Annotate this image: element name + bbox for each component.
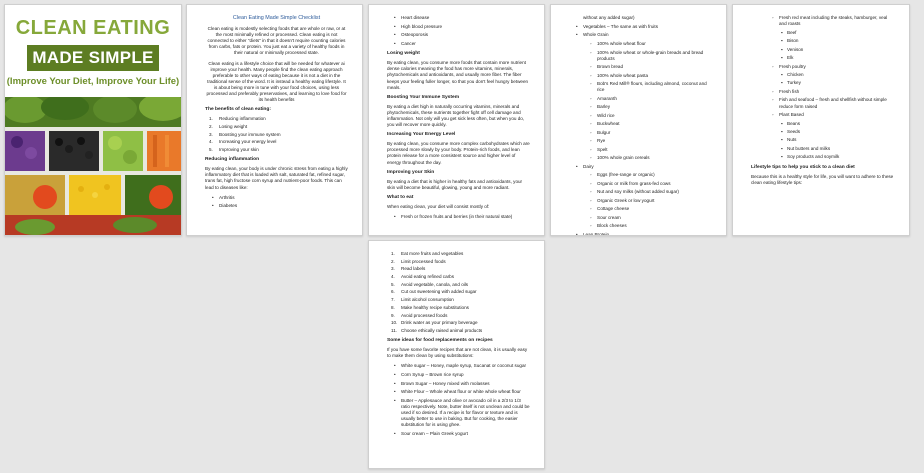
list-item: ◦ Fish and seafood – fresh and shellfish without simple reduce form raised [751, 97, 895, 109]
list-item: ◦ Block cheeses [569, 223, 712, 229]
list-item: ▪ Soy products and soymilk [751, 154, 895, 160]
dairy-label-list [569, 164, 712, 170]
what-to-eat-text: When eating clean, your diet will consist mostly of: [387, 204, 490, 210]
list-item: • Osteoporosis [387, 32, 530, 38]
list-item: • Corn Syrup – Brown rice syrup [387, 372, 530, 378]
energy-heading: Increasing Your Energy Level [387, 132, 456, 138]
list-item: 6. Cut out sweetening with added sugar [391, 289, 477, 295]
list-item: ▪ Bison [751, 38, 895, 44]
checklist-title: Clean Eating Made Simple Checklist [232, 15, 321, 21]
losing-weight-heading: Losing weight [387, 51, 420, 57]
intro-paragraph-1: Clean eating is modestly selecting foods that are whole or raw, or at the most minimally refined or processed. Clean eating is not connected to either "diets" in that it doesn't require counting calories from carbs, fats or protein. You just eat a variety of healthy foods in their natural or minimally processed state. [207, 26, 346, 56]
list-item: ◦ 100% whole wheat or whole-grain breads and bread products [569, 50, 712, 62]
list-item: 7. Limit alcohol consumption [391, 297, 454, 303]
dairy-list [569, 172, 712, 229]
meat-intro-list [751, 15, 895, 27]
list-item: ◦ 100% whole wheat flour [569, 41, 712, 47]
list-item: 9. Avoid processed foods [391, 312, 448, 318]
skin-text: By eating a diet that is higher in healthy fats and antioxidants, your skin will become beautiful, glowing, young and more radiant. [387, 178, 523, 190]
page-2[interactable] [186, 4, 363, 236]
swap-text: If you have some favorite recipes that are not clean, it is usually easy to make them clean by using substitutions: [387, 347, 528, 359]
list-item: ◦ Fresh poultry [751, 64, 895, 70]
what-to-eat-list [387, 214, 530, 220]
poultry-intro-list [751, 64, 895, 70]
list-item: ▪ Beef [751, 30, 895, 36]
immune-heading: Boosting Your Immune System [387, 94, 460, 100]
list-item: ▪ Seeds [751, 129, 895, 135]
tips-list [387, 251, 530, 334]
lifestyle-heading: Lifestyle tips to help you stick to a clean diet [751, 164, 855, 170]
meat-list [751, 30, 895, 62]
list-item: ◦ 100% whole wheat pasta [569, 73, 712, 79]
cover-title: CLEAN EATING [15, 17, 171, 39]
list-item: 2. Limit processed foods [391, 258, 446, 264]
cover-subtitle: (Improve Your Diet, Improve Your Life) [6, 76, 180, 87]
list-item: ◦ Nut and soy milks (without added sugar) [569, 189, 712, 195]
list-item: 5. Improving your skin [209, 147, 259, 153]
poultry-list [751, 72, 895, 87]
list-item: ◦ Bob's Red Mill® flours, including almond, coconut and rice [569, 81, 712, 93]
list-item: ◦ Wild rice [569, 113, 712, 119]
list-item: ◦ Fresh fish [751, 89, 895, 95]
page-cover[interactable] [4, 4, 182, 236]
list-item: ◦ Fresh red meat including the steaks, hamburger, veal and roasts [751, 15, 895, 27]
list-item: ◦ Rye [569, 138, 712, 144]
list-item: ◦ Buckwheat [569, 121, 712, 127]
list-item: ◦ Barley [569, 104, 712, 110]
list-item: ◦ Organic or milk from grass-fed cows [569, 181, 712, 187]
list-item: ◦ Spelt [569, 147, 712, 153]
list-item: ◦ Organic Greek or low yogurt [569, 198, 712, 204]
swap-list [387, 363, 530, 437]
continued-line: without any added sugar) [583, 15, 635, 20]
list-item: ◦ Plant Based [751, 112, 895, 118]
list-item: • Lean Protein [569, 232, 712, 236]
list-item: ▪ Nut butters and milks [751, 146, 895, 152]
disease-list [205, 195, 348, 210]
list-item: • Brown Sugar – Honey mixed with molasses [387, 381, 530, 387]
food-list-a [569, 24, 712, 39]
list-item: • Cancer [387, 41, 530, 47]
page-4[interactable] [550, 4, 727, 236]
fish-list [751, 89, 895, 118]
disease-list-continued [387, 15, 530, 47]
list-item: ▪ Venison [751, 47, 895, 53]
list-item: 1. Reducing inflammation [209, 116, 266, 122]
list-item: • Whole Grain [569, 32, 712, 38]
list-item: • White sugar – Honey, maple syrup, Sucanat or coconut sugar [387, 363, 530, 369]
list-item: ◦ 100% whole grain cereals [569, 155, 712, 161]
what-to-eat-heading: What to eat [387, 194, 414, 200]
losing-weight-text: By eating clean, you consume more foods that contain more nutrient dense calories meaning the food has more vitamins, minerals, phytochemicals and antioxidants, and usually more fiber. The fiber keeps your feeling fuller longer, so that you don't feel hungry between meals. [387, 60, 529, 90]
list-item: • Dairy [569, 164, 712, 170]
list-item: ▪ Elk [751, 55, 895, 61]
lifestyle-text: Because this is a healthy style for life, you will want to adhere to these clean eating lifestyle tips: [751, 173, 894, 185]
page-3[interactable] [368, 4, 545, 236]
list-item: ◦ Cottage cheese [569, 206, 712, 212]
list-item: 10. Drink water as your primary beverage [391, 320, 478, 326]
list-item: 3. Boosting your immune system [209, 131, 281, 137]
list-item: • Butter – Applesauce and olive or avocado oil in a 2/3 to 1/3 ratio respectively. Note, butter itself is not unclean and could be used if so desired. If a recipe is for flavor or texture and is usually better to use in baking. But for cooking, the easier substitution for is using ghee. [387, 398, 530, 428]
list-item: ◦ Brown bread [569, 64, 712, 70]
list-item: ▪ Nuts [751, 137, 895, 143]
lean-protein-list [569, 232, 712, 236]
list-item: • Vegetables – The same as with fruits [569, 24, 712, 30]
list-item: 4. Increasing your energy level [209, 139, 277, 145]
list-item: • Arthritis [205, 195, 348, 201]
list-item: 8. Make healthy recipe substitutions [391, 304, 469, 310]
plant-list [751, 121, 895, 161]
page-6[interactable] [368, 240, 545, 469]
list-item: 4. Avoid eating refined carbs [391, 274, 455, 280]
benefits-list [205, 116, 348, 153]
list-item: ◦ Sour cream [569, 215, 712, 221]
list-item: 2. Losing weight [209, 124, 248, 129]
immune-text: By eating a diet high in naturally occurring vitamins, minerals and phytochemicals, these nutrients together fight off cell damage and inflammation. Not only will you get sick less often, but when you do, you will recover more quickly. [387, 103, 525, 128]
list-item: 1. Eat more fruits and vegetables [391, 251, 464, 256]
energy-text: By eating clean, you consume more complex carbohydrates which are processed more slowly by your body. Protein-rich foods, and lean protein release for a more consistent source and higher level of energy throughout the day. [387, 141, 530, 165]
list-item: • Heart disease [387, 15, 530, 21]
inflammation-text: By eating clean, your body is under chronic stress from eating a highly inflammatory diet that is loaded with salt, saturated fat, refined sugar, trans fat, high fructose corn syrup and nutrient-poor foods. This can lead to diseases like: [205, 166, 348, 190]
list-item: ◦ Amaranth [569, 96, 712, 102]
list-item: 3. Read labels [391, 266, 426, 272]
list-item: ▪ Chicken [751, 72, 895, 78]
inflammation-heading: Reducing inflammation [205, 157, 260, 163]
list-item: 11. Choose ethically raised animal products [391, 327, 483, 333]
list-item: 5. Avoid vegetable, canola, and oils [391, 281, 469, 287]
list-item: ◦ Eggs (free-range or organic) [569, 172, 712, 178]
list-item: • Diabetes [205, 203, 348, 209]
intro-paragraph-2: Clean eating is a lifestyle choice that will be needed for whatever ai improve your health. Many people find the clean eating approach preferable to other ways of eating because it is not a diet in the traditional sense of the word. It is instead a healthy eating lifestyle. It is about being more in tune with your food choices, using less processed and preferably preservatives, and learning to love food for its health benefits [206, 60, 347, 103]
list-item: ◦ Bulgur [569, 130, 712, 136]
benefits-heading: The benefits of clean eating: [205, 107, 272, 113]
list-item: • High blood pressure [387, 24, 530, 30]
list-item: ▪ Turkey [751, 80, 895, 86]
cover-vegetable-photo [5, 97, 181, 235]
skin-heading: Improving your Skin [387, 169, 435, 175]
swap-heading: Some ideas for food replacements on recipes [387, 337, 493, 343]
list-item: ▪ Beans [751, 121, 895, 127]
cover-title-band: MADE SIMPLE [27, 45, 159, 71]
grain-list [569, 41, 712, 161]
list-item: • Sour cream – Plain Greek yogurt [387, 431, 530, 437]
list-item: • White Flour – Whole wheat flour or white whole wheat flour [387, 389, 530, 395]
list-item: • Fresh or frozen fruits and berries (in their natural state) [387, 214, 530, 220]
page-5[interactable] [732, 4, 910, 236]
